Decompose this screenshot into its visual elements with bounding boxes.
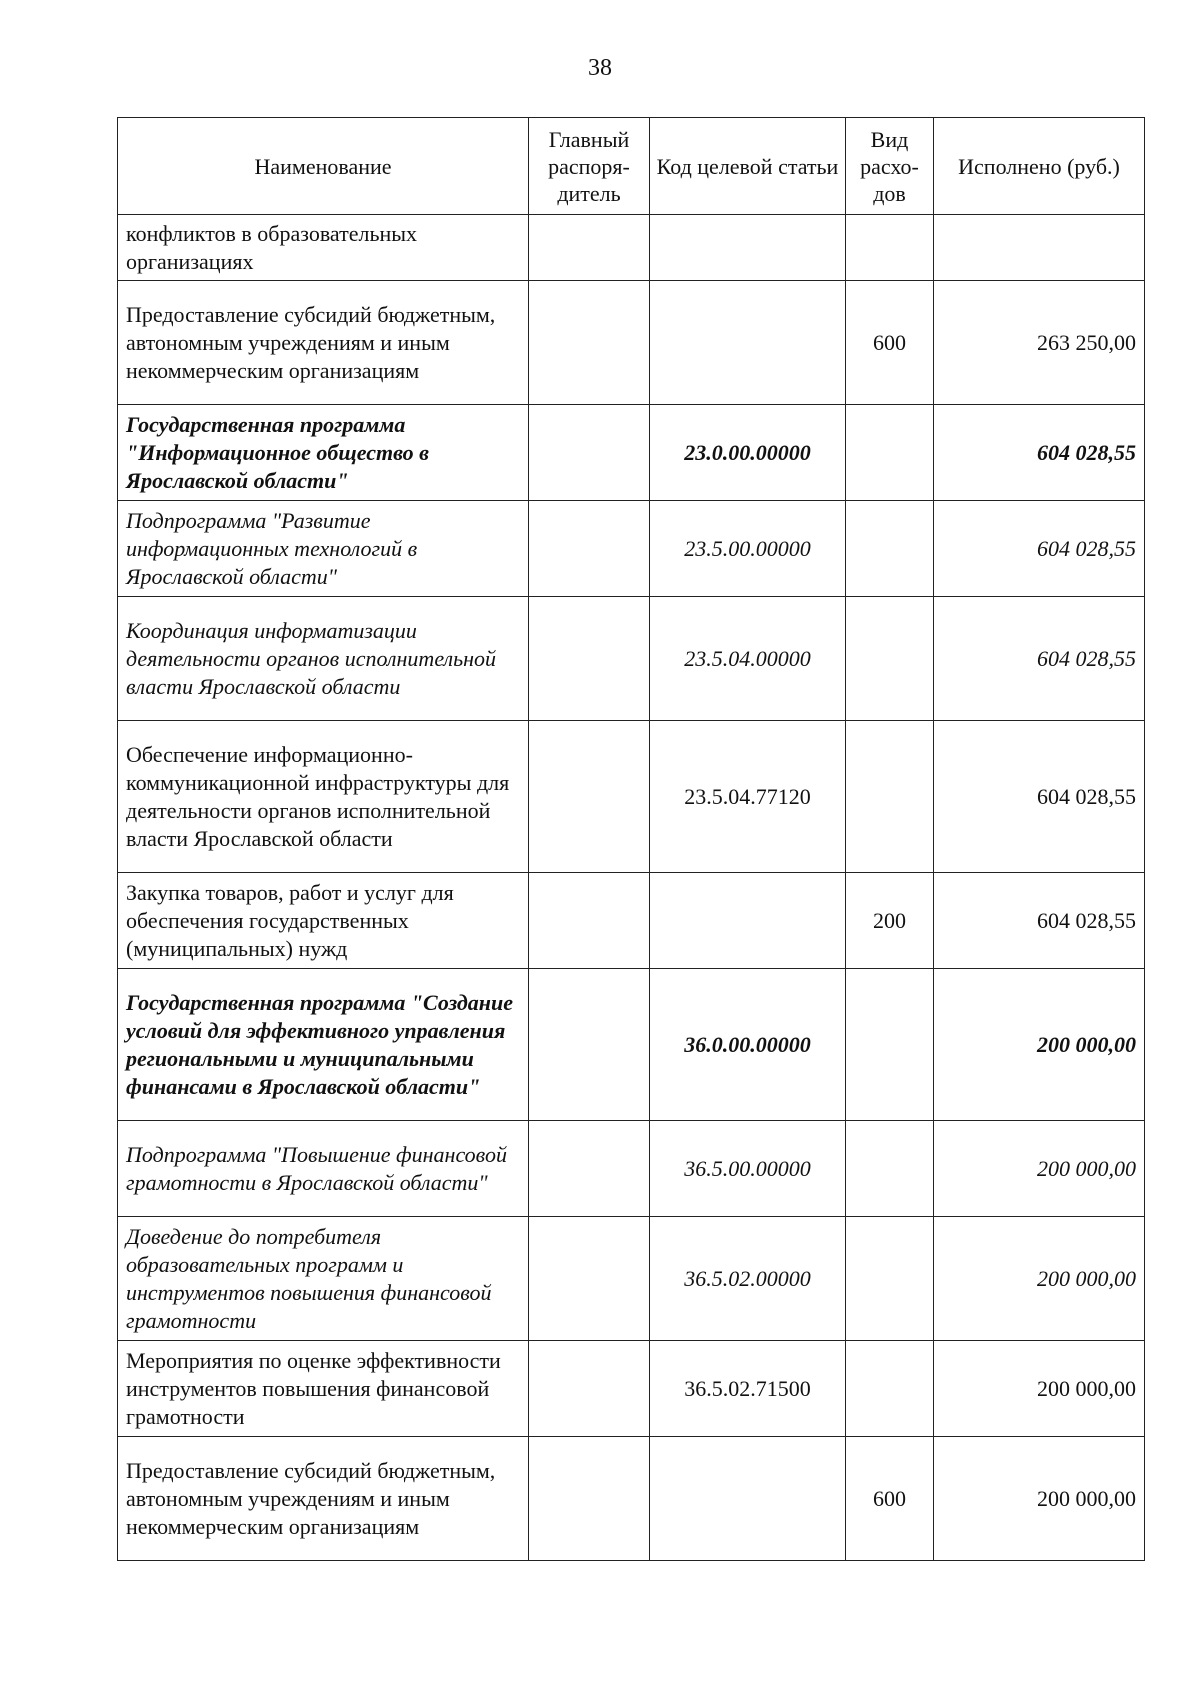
row-chief — [529, 1437, 650, 1561]
table-header-row — [118, 118, 1145, 215]
table-row — [118, 1121, 1145, 1217]
header-chief: Главный распоря-дитель — [529, 118, 650, 215]
table-row — [118, 501, 1145, 597]
row-name: Координация информатизации деятельности органов исполнительной власти Ярославской области — [118, 597, 529, 721]
row-type — [846, 721, 934, 873]
row-amount: 200 000,00 — [934, 969, 1145, 1121]
row-code: 23.0.00.00000 — [650, 405, 846, 501]
header-code: Код целевой статьи — [650, 118, 846, 215]
row-type — [846, 405, 934, 501]
table-row — [118, 873, 1145, 969]
row-name: конфликтов в образовательных организациях — [118, 215, 529, 281]
row-type — [846, 597, 934, 721]
row-chief — [529, 721, 650, 873]
row-amount: 604 028,55 — [934, 873, 1145, 969]
row-type: 200 — [846, 873, 934, 969]
table-row — [118, 281, 1145, 405]
table-row — [118, 1217, 1145, 1341]
table-row — [118, 597, 1145, 721]
row-amount: 604 028,55 — [934, 721, 1145, 873]
table-row — [118, 1341, 1145, 1437]
row-code: 23.5.04.77120 — [650, 721, 846, 873]
header-type: Вид расхо-дов — [846, 118, 934, 215]
row-code — [650, 1437, 846, 1561]
row-chief — [529, 1121, 650, 1217]
row-code: 36.0.00.00000 — [650, 969, 846, 1121]
row-code — [650, 873, 846, 969]
row-name: Мероприятия по оценке эффективности инструментов повышения финансовой грамотности — [118, 1341, 529, 1437]
row-name: Предоставление субсидий бюджетным, автономным учреждениям и иным некоммерческим организациям — [118, 281, 529, 405]
page-number: 38 — [588, 55, 612, 81]
row-type — [846, 501, 934, 597]
row-chief — [529, 597, 650, 721]
row-amount: 200 000,00 — [934, 1437, 1145, 1561]
row-name: Государственная программа "Создание условий для эффективного управления региональными и муниципальными финансами в Ярославской области" — [118, 969, 529, 1121]
table-row — [118, 969, 1145, 1121]
table-row — [118, 215, 1145, 281]
row-code: 36.5.00.00000 — [650, 1121, 846, 1217]
row-amount: 263 250,00 — [934, 281, 1145, 405]
row-chief — [529, 873, 650, 969]
row-chief — [529, 1341, 650, 1437]
row-type — [846, 1121, 934, 1217]
table-row — [118, 721, 1145, 873]
row-code: 23.5.04.00000 — [650, 597, 846, 721]
table-row — [118, 1437, 1145, 1561]
row-code — [650, 215, 846, 281]
row-chief — [529, 969, 650, 1121]
row-amount: 200 000,00 — [934, 1121, 1145, 1217]
row-amount: 604 028,55 — [934, 597, 1145, 721]
row-type: 600 — [846, 281, 934, 405]
row-code — [650, 281, 846, 405]
row-name: Подпрограмма "Развитие информационных технологий в Ярославской области" — [118, 501, 529, 597]
row-name: Предоставление субсидий бюджетным, автономным учреждениям и иным некоммерческим организациям — [118, 1437, 529, 1561]
row-type — [846, 1341, 934, 1437]
row-chief — [529, 501, 650, 597]
row-chief — [529, 405, 650, 501]
row-type: 600 — [846, 1437, 934, 1561]
row-chief — [529, 281, 650, 405]
row-amount — [934, 215, 1145, 281]
row-name: Закупка товаров, работ и услуг для обеспечения государственных (муниципальных) нужд — [118, 873, 529, 969]
row-name: Государственная программа "Информационное общество в Ярославской области" — [118, 405, 529, 501]
row-type — [846, 969, 934, 1121]
row-chief — [529, 1217, 650, 1341]
row-code: 36.5.02.00000 — [650, 1217, 846, 1341]
row-code: 23.5.00.00000 — [650, 501, 846, 597]
row-amount: 200 000,00 — [934, 1341, 1145, 1437]
row-name: Подпрограмма "Повышение финансовой грамотности в Ярославской области" — [118, 1121, 529, 1217]
row-amount: 604 028,55 — [934, 405, 1145, 501]
row-name: Обеспечение информационно-коммуникационной инфраструктуры для деятельности органов исполнительной власти Ярославской области — [118, 721, 529, 873]
row-chief — [529, 215, 650, 281]
row-code: 36.5.02.71500 — [650, 1341, 846, 1437]
budget-table — [117, 117, 1145, 1561]
row-amount: 200 000,00 — [934, 1217, 1145, 1341]
table-row — [118, 405, 1145, 501]
row-name: Доведение до потребителя образовательных программ и инструментов повышения финансовой грамотности — [118, 1217, 529, 1341]
row-amount: 604 028,55 — [934, 501, 1145, 597]
header-name: Наименование — [118, 118, 529, 215]
header-amount: Исполнено (руб.) — [934, 118, 1145, 215]
row-type — [846, 1217, 934, 1341]
row-type — [846, 215, 934, 281]
